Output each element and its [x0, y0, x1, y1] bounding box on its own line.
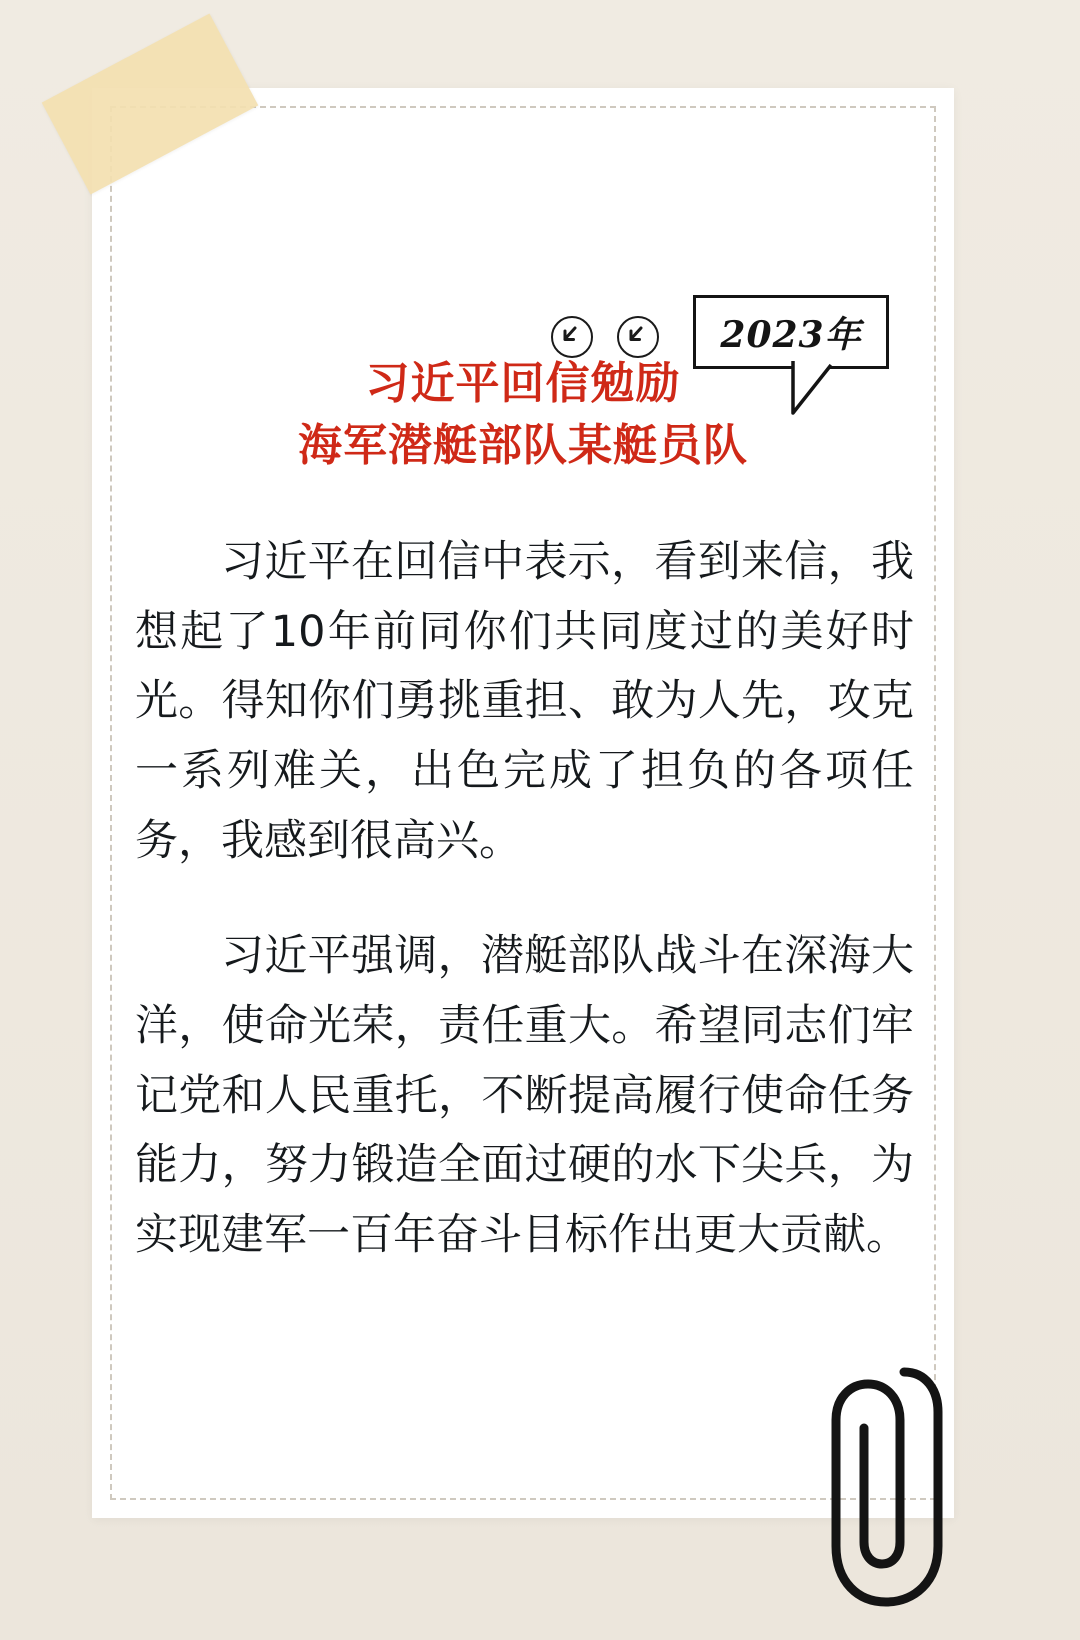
card-header: [92, 203, 954, 356]
paragraph-2: 习近平强调，潜艇部队战斗在深海大洋，使命光荣，责任重大。希望同志们牢记党和人民重托，不断提高履行使命任务能力，努力锻造全面过硬的水下尖兵，为实现建军一百年奋斗目标作出更大贡献。: [135, 931, 914, 1260]
title-line-1: 习近平回信勉励: [365, 358, 681, 409]
document-card: [92, 88, 954, 1518]
paragraph-1: 习近平在回信中表示，看到来信，我想起了10年前同你们共同度过的美好时光。得知你们勇挑重担、敢为人先，攻克一系列难关，出色完成了担负的各项任务，我感到很高兴。: [135, 537, 914, 866]
title-line-2: 海军潜艇部队某艇员队: [298, 420, 748, 472]
year-badge-label: 2023年: [720, 313, 862, 356]
arrow-down-left-circle-icon: [551, 316, 593, 358]
document-body: [135, 528, 914, 1271]
paperclip-icon: [826, 1350, 946, 1620]
arrow-down-left-circle-icon-2: [617, 316, 659, 358]
page-title: [92, 353, 954, 478]
